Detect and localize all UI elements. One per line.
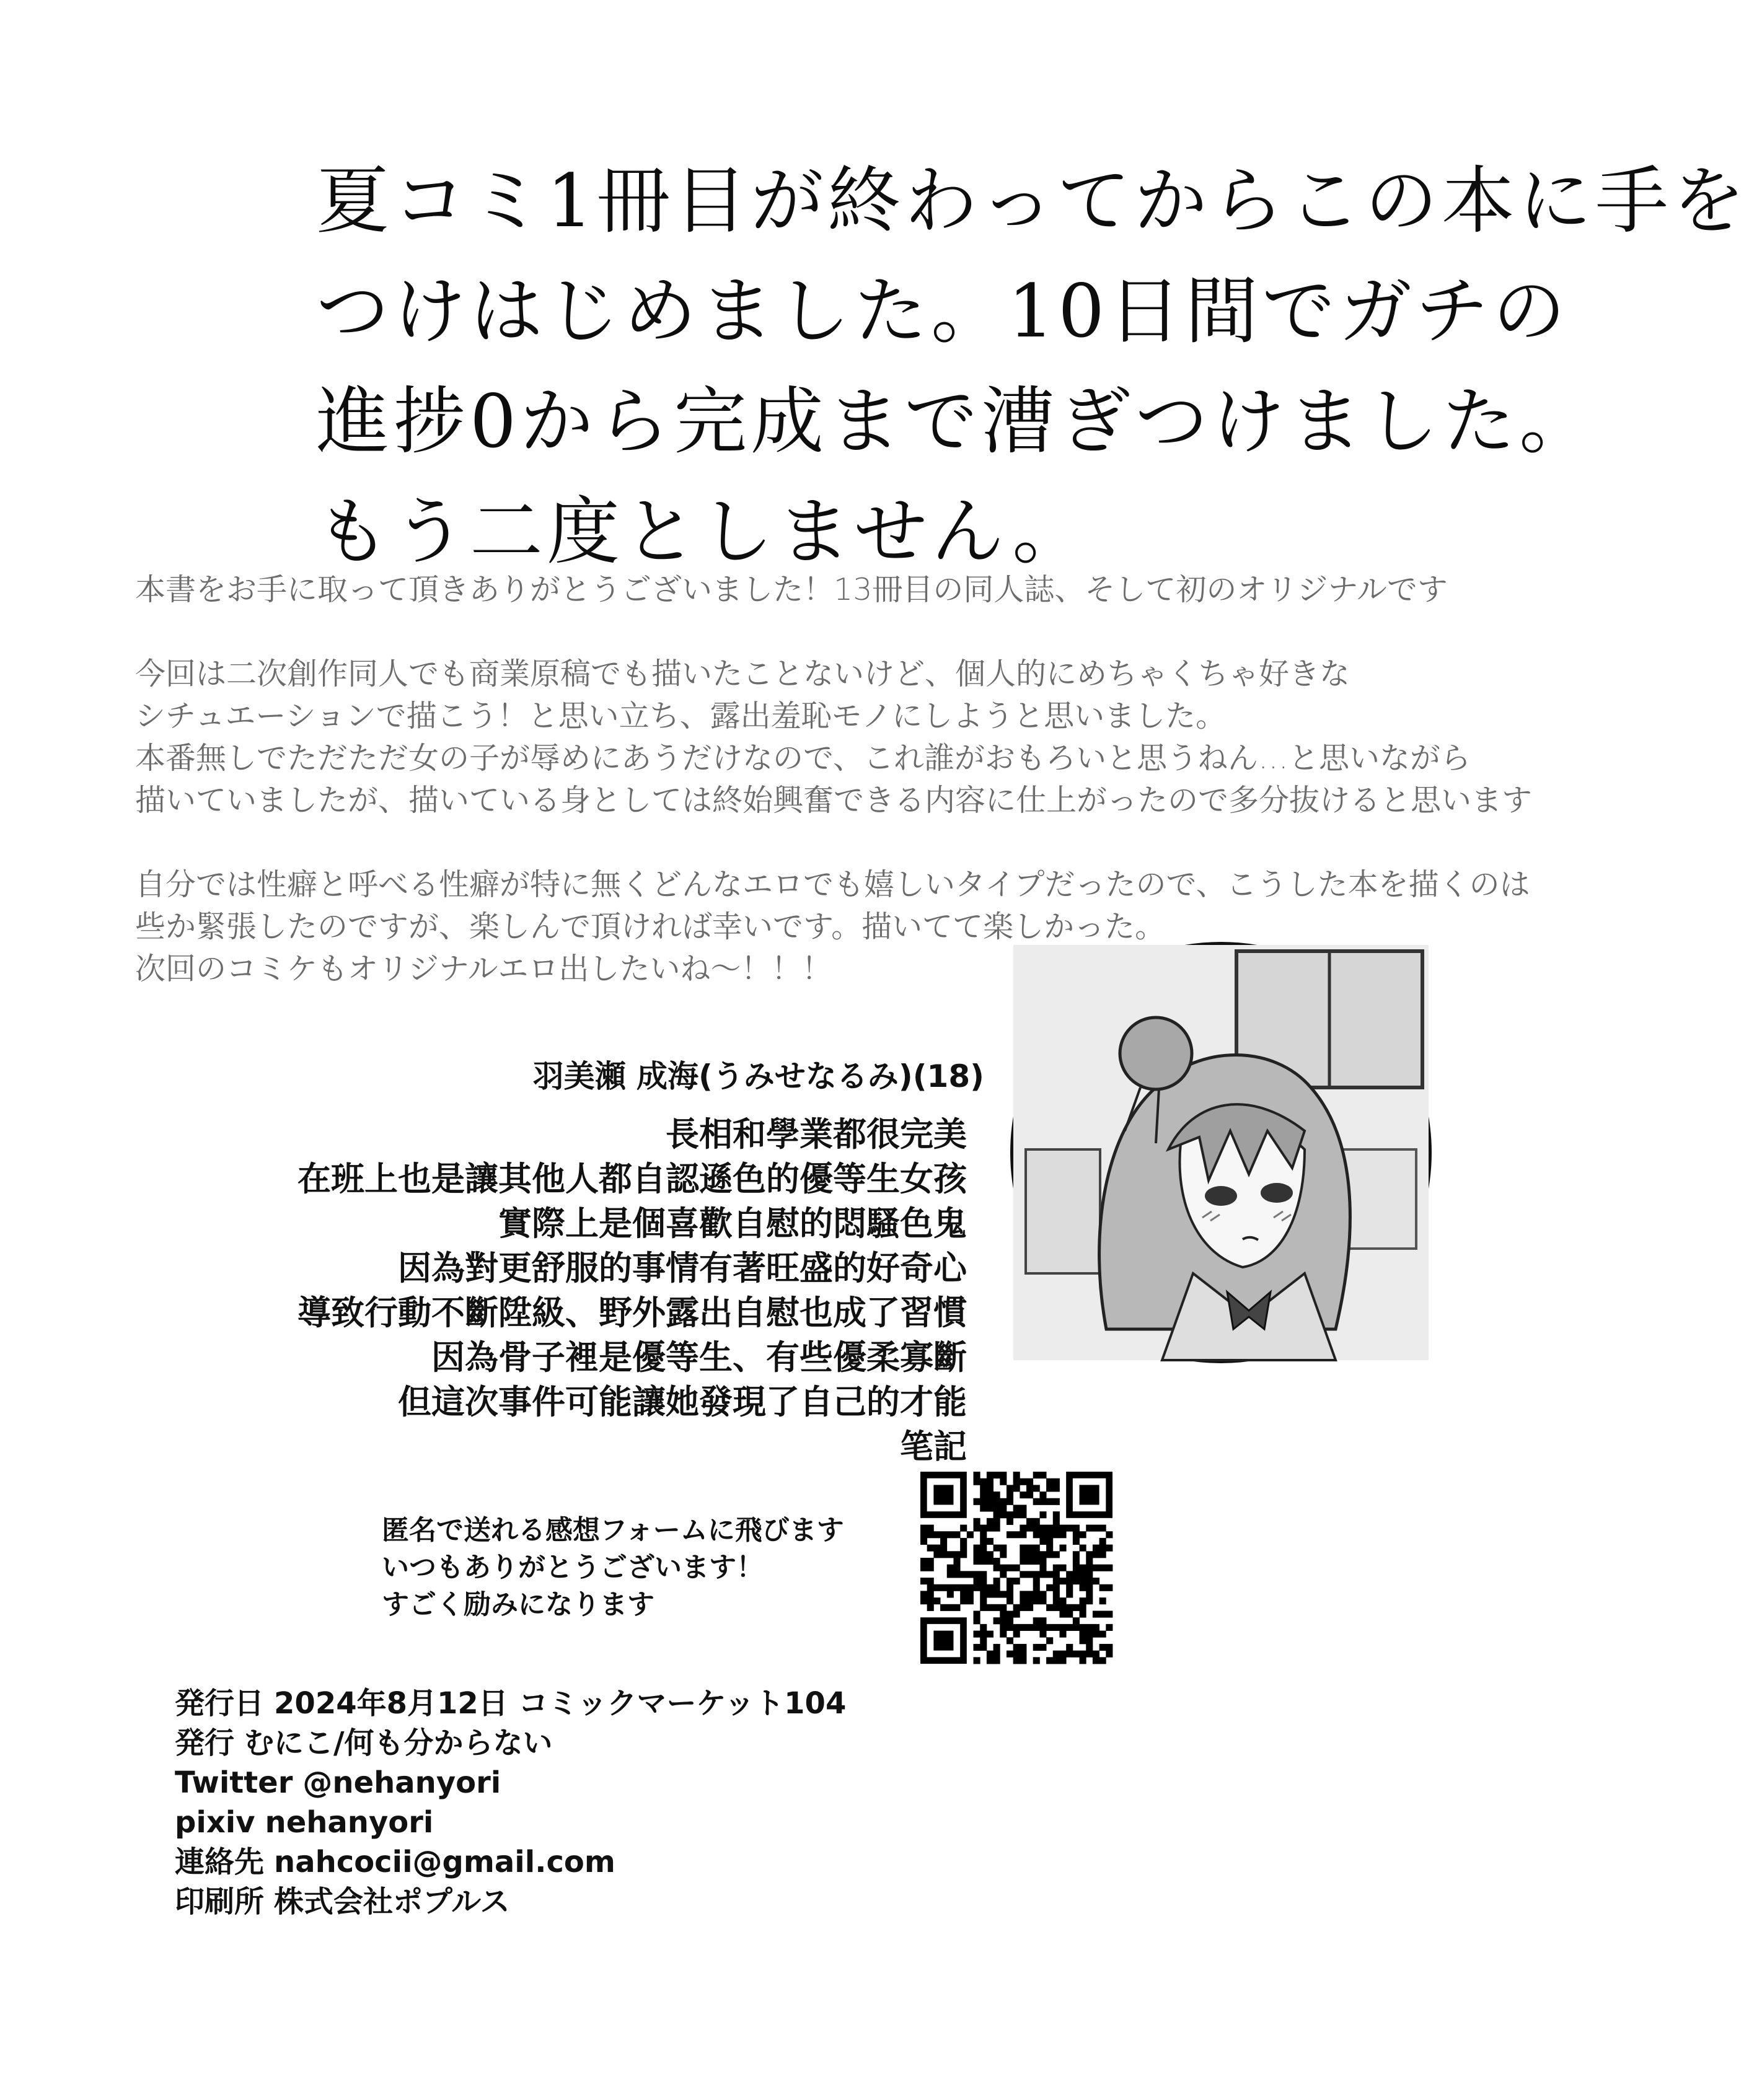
colophon-label: Twitter: [175, 1765, 293, 1800]
character-description-line: 因為對更舒服的事情有著旺盛的好奇心: [398, 1249, 967, 1288]
feedback-caption: [382, 1512, 844, 1623]
colophon-label: 印刷所: [175, 1884, 265, 1919]
colophon-value: 株式会社ポプルス: [274, 1884, 510, 1919]
afterword-line: 今回は二次創作同人でも商業原稿でも描いたことないけど、個人的にめちゃくちゃ好きな: [135, 656, 1350, 692]
feedback-line: 匿名で送れる感想フォームに飛びます: [382, 1514, 844, 1546]
afterword-line: シチュエーションで描こう！と思い立ち、露出羞恥モノにしようと思いました。: [135, 698, 1227, 734]
handwritten-line: もう二度としません。: [316, 489, 1090, 574]
colophon: [175, 1684, 846, 1922]
afterword-line: 本番無しでただただ女の子が辱めにあうだけなので、これ誰がおもろいと思うねん…と思いながら: [135, 740, 1471, 776]
colophon-value: むにこ/何も分からない: [244, 1726, 553, 1760]
handwritten-line: つけはじめました。10日間でガチの: [316, 268, 1570, 354]
afterword-line: 自分では性癖と呼べる性癖が特に無くどんなエロでも嬉しいタイプだったので、こうした本を描くのは: [135, 867, 1530, 902]
qr-code-icon: [920, 1472, 1112, 1664]
colophon-row-pixiv: [175, 1803, 846, 1842]
colophon-row-printer: [175, 1882, 846, 1922]
character-description-line: 笔記: [900, 1427, 967, 1466]
character-description-line: 在班上也是讓其他人都自認遜色的優等生女孩: [297, 1159, 967, 1198]
character-description-line: 長相和學業都很完美: [666, 1115, 967, 1154]
portrait-illustration: [1013, 945, 1429, 1360]
colophon-value: @nehanyori: [302, 1765, 501, 1800]
colophon-value: nahcocii@gmail.com: [274, 1845, 615, 1879]
colophon-row-contact: [175, 1842, 846, 1882]
character-portrait: [1010, 942, 1432, 1363]
colophon-label: 発行日: [175, 1686, 265, 1721]
character-description-line: 實際上是個喜歡自慰的悶騷色鬼: [498, 1204, 967, 1243]
character-name: 羽美瀬 成海(うみせなるみ)(18): [532, 1058, 984, 1094]
character-description-line: 但這次事件可能讓她發現了自己的才能: [398, 1382, 967, 1421]
afterword-line: 些か緊張したのですが、楽しんで頂ければ幸いです。描いてて楽しかった。: [135, 909, 1166, 944]
afterword-line: 本書をお手に取って頂きありがとうございました！13冊目の同人誌、そして初のオリジナルです: [135, 572, 1448, 607]
feedback-qr-code[interactable]: [920, 1472, 1112, 1664]
character-description-line: 因為骨子裡是優等生、有些優柔寡斷: [431, 1338, 967, 1377]
colophon-label: pixiv: [175, 1805, 255, 1840]
handwritten-line: 夏コミ1冊目が終わってからこの本に手を: [316, 158, 1749, 244]
handwritten-line: 進捗0から完成まで漕ぎつけました。: [316, 379, 1597, 464]
character-description: [297, 1112, 967, 1469]
afterword-line: 次回のコミケもオリジナルエロ出したいね〜！！！: [135, 951, 832, 986]
feedback-line: いつもありがとうございます！: [382, 1552, 764, 1583]
afterword-paragraph: [135, 653, 1533, 822]
colophon-label: 連絡先: [175, 1845, 265, 1879]
colophon-row-date: [175, 1684, 846, 1723]
handwritten-note: [316, 146, 1749, 587]
colophon-label: 発行: [175, 1726, 235, 1760]
feedback-line: すごく励みになります: [382, 1589, 654, 1620]
colophon-value: nehanyori: [265, 1805, 434, 1840]
colophon-row-publisher: [175, 1723, 846, 1763]
afterword-paragraph: [135, 569, 1448, 611]
colophon-value: 2024年8月12日 コミックマーケット104: [274, 1686, 847, 1721]
afterword-line: 描いていましたが、描いている身としては終始興奮できる内容に仕上がったので多分抜けると思います: [135, 783, 1533, 818]
character-description-line: 導致行動不斷陞級、野外露出自慰也成了習慣: [297, 1293, 967, 1332]
colophon-row-twitter: [175, 1763, 846, 1803]
